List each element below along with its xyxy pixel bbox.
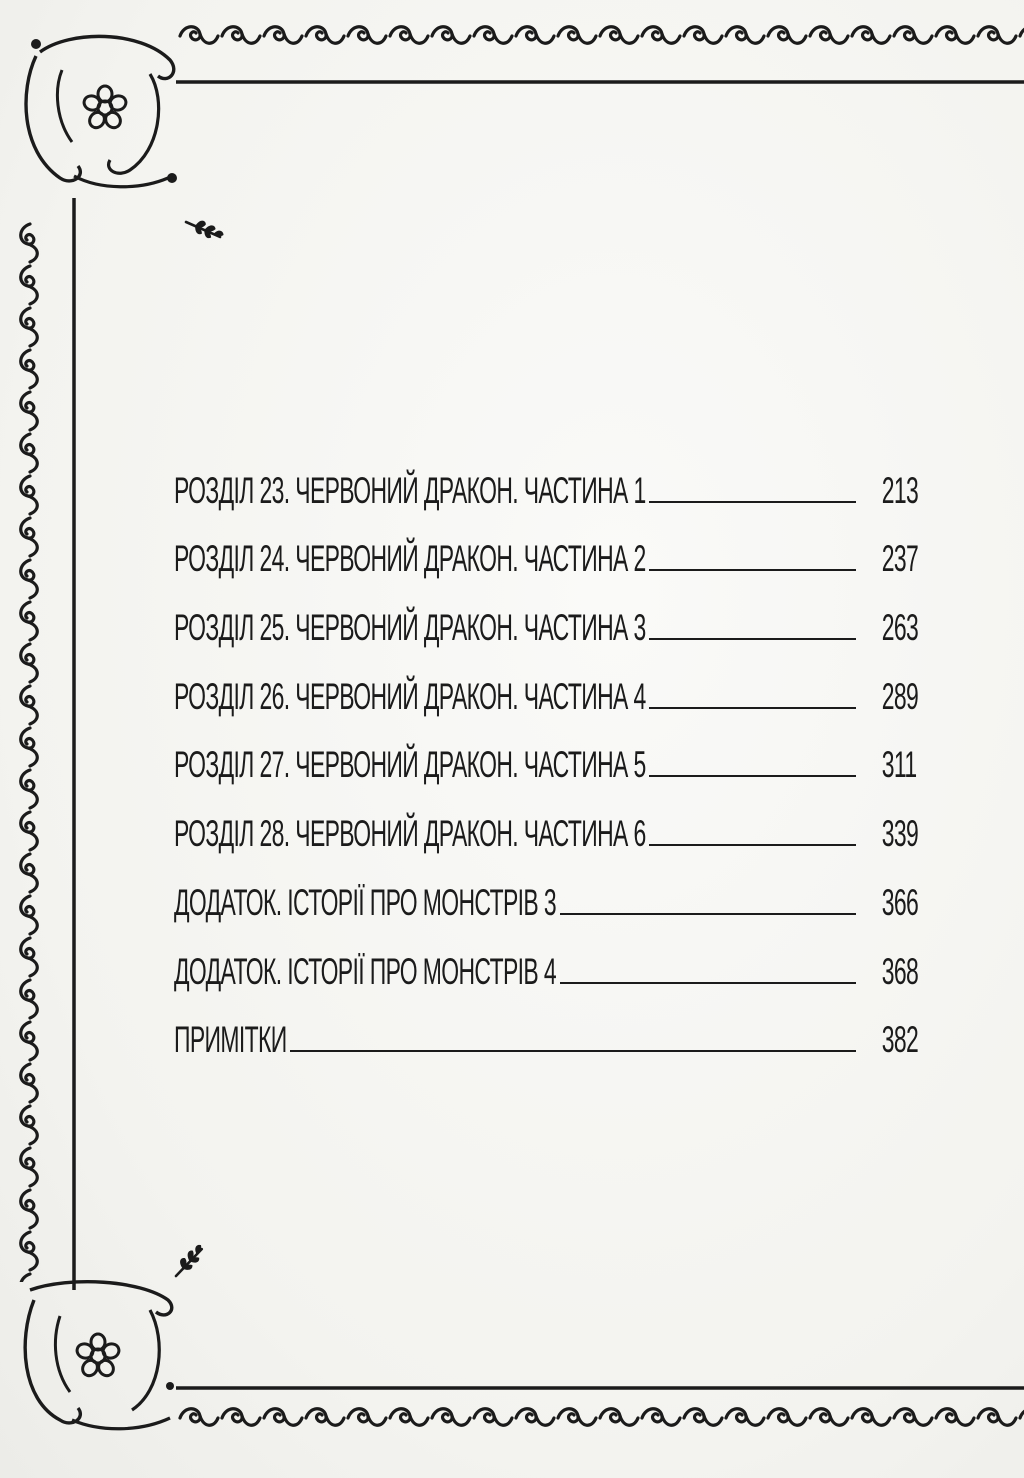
leader-line xyxy=(649,501,856,503)
entry-title: РОЗДІЛ 27. ЧЕРВОНИЙ ДРАКОН. ЧАСТИНА 5 xyxy=(174,744,646,786)
page-number: 311 xyxy=(881,744,917,786)
entry-title: РОЗДІЛ 24. ЧЕРВОНИЙ ДРАКОН. ЧАСТИНА 2 xyxy=(174,538,646,580)
entry-title: РОЗДІЛ 25. ЧЕРВОНИЙ ДРАКОН. ЧАСТИНА 3 xyxy=(174,607,646,649)
leader-line xyxy=(560,913,856,915)
toc-entry[interactable] xyxy=(174,721,917,790)
left-swirl-border xyxy=(16,222,46,1282)
entry-title: ПРИМІТКИ xyxy=(174,1019,287,1061)
toc-entry[interactable] xyxy=(174,789,919,858)
leader-line xyxy=(649,844,856,846)
entry-title: ДОДАТОК. ІСТОРІЇ ПРО МОНСТРІВ 4 xyxy=(174,950,557,992)
page-number: 263 xyxy=(881,607,919,649)
page-number: 368 xyxy=(881,950,919,992)
leaf-sprig-icon-bottom xyxy=(171,1245,205,1276)
corner-flower-rosette-icon-top xyxy=(26,36,177,186)
entry-title: РОЗДІЛ 23. ЧЕРВОНИЙ ДРАКОН. ЧАСТИНА 1 xyxy=(174,469,646,511)
page-number: 366 xyxy=(881,881,919,923)
leaf-sprig-icon-top xyxy=(186,209,224,248)
leader-line xyxy=(649,775,856,777)
leader-line xyxy=(290,1050,856,1052)
toc-entry[interactable] xyxy=(174,996,919,1065)
page-number: 382 xyxy=(881,1019,919,1061)
bottom-swirl-border xyxy=(178,1404,1024,1434)
leader-line xyxy=(649,569,856,571)
table-of-contents xyxy=(174,446,919,1064)
toc-entry[interactable] xyxy=(174,927,919,996)
top-swirl-border xyxy=(178,22,1024,52)
corner-flower-rosette-icon-bottom xyxy=(25,1282,174,1429)
page-number: 289 xyxy=(881,675,919,717)
entry-title: РОЗДІЛ 26. ЧЕРВОНИЙ ДРАКОН. ЧАСТИНА 4 xyxy=(174,675,646,717)
toc-entry[interactable] xyxy=(174,515,919,584)
page-number: 213 xyxy=(881,469,919,511)
leader-line xyxy=(649,638,856,640)
leader-line xyxy=(560,982,856,984)
leader-line xyxy=(649,707,856,709)
entry-title: РОЗДІЛ 28. ЧЕРВОНИЙ ДРАКОН. ЧАСТИНА 6 xyxy=(174,813,646,855)
toc-entry[interactable] xyxy=(174,446,919,515)
entry-title: ДОДАТОК. ІСТОРІЇ ПРО МОНСТРІВ 3 xyxy=(174,881,557,923)
page-number: 339 xyxy=(881,813,919,855)
page-number: 237 xyxy=(881,538,919,580)
toc-entry[interactable] xyxy=(174,858,919,927)
toc-entry[interactable] xyxy=(174,652,919,721)
toc-entry[interactable] xyxy=(174,583,919,652)
